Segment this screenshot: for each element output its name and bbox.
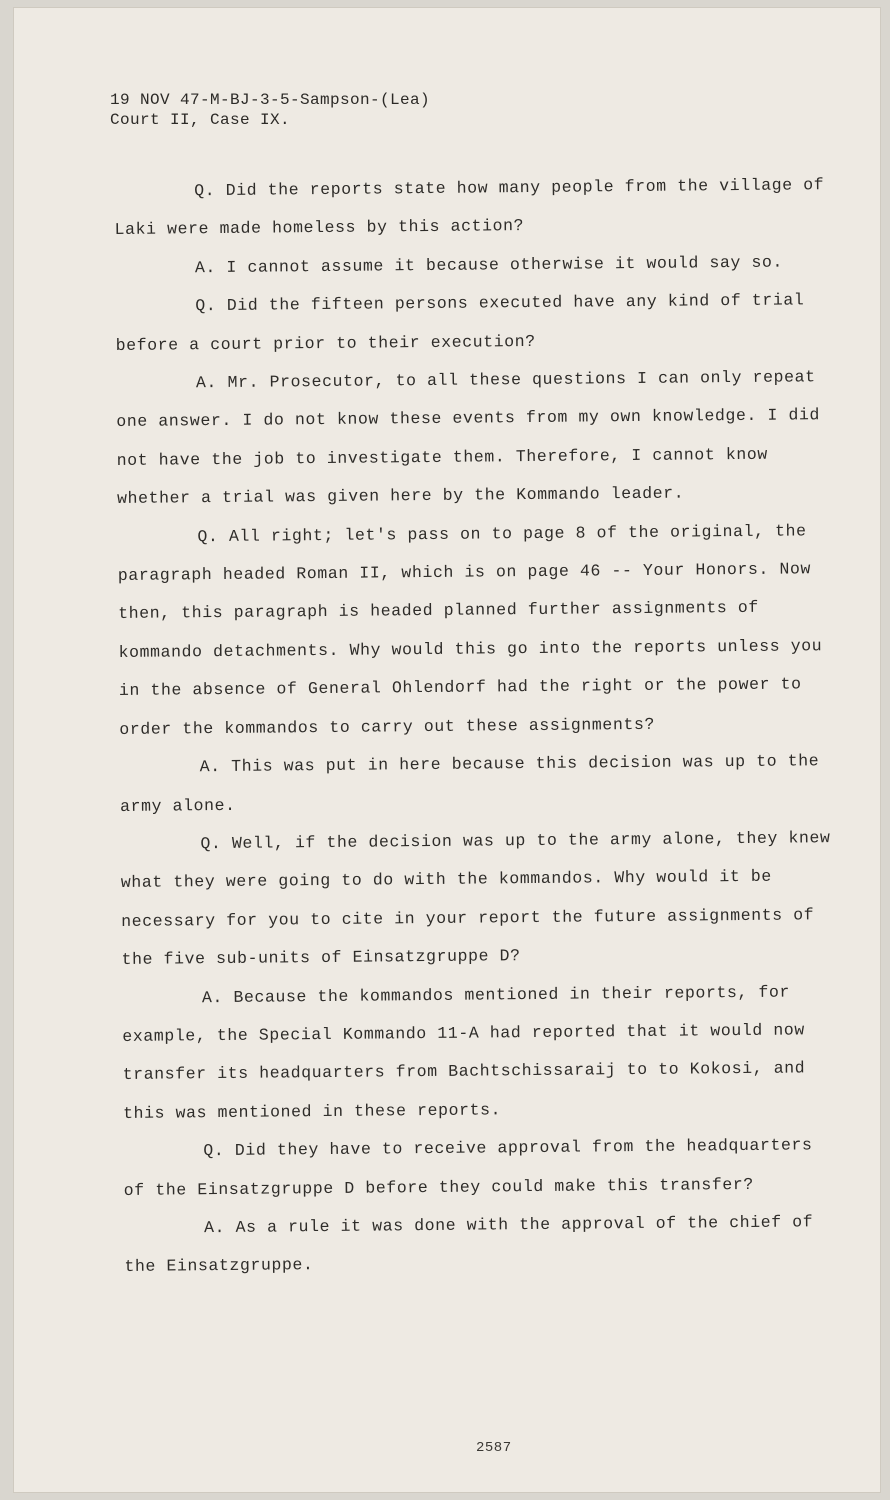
transcript-paragraph: A. Because the kommandos mentioned in their reports, for example, the Special Kommando 11-A had reported that it would now transfer its headquarters from Bachtschissaraij to to Kokosi, and this was mentioned in these reports. bbox=[122, 982, 806, 1123]
transcript-body bbox=[114, 166, 845, 1287]
transcript-paragraph: A. I cannot assume it because otherwise it would say so. bbox=[194, 252, 784, 278]
document-header bbox=[110, 90, 430, 130]
page-number: 2587 bbox=[476, 1440, 512, 1456]
transcript-paragraph: Q. Well, if the decision was up to the army alone, they knew what they were going to do with the kommandos. Why would it be necessary for you to cite in your report the future assignments of the five sub-units of Einsatzgruppe D? bbox=[120, 828, 831, 970]
header-court-line: Court II, Case IX. bbox=[110, 111, 291, 129]
header-reference-line: 19 NOV 47-M-BJ-3-5-Sampson-(Lea) bbox=[110, 91, 431, 109]
transcript-paragraph: A. Mr. Prosecutor, to all these questions I can only repeat one answer. I do not know these events from my own knowledge. I did not have the job to investigate them. Therefore, I cannot know whether a trial was given here by the Kommando leader. bbox=[116, 367, 821, 509]
document-page bbox=[14, 8, 880, 1492]
transcript-paragraph: A. This was put in here because this decision was up to the army alone. bbox=[119, 751, 820, 816]
transcript-paragraph: Q. Did the fifteen persons executed have any kind of trial before a court prior to their execution? bbox=[115, 290, 805, 355]
transcript-paragraph: A. As a rule it was done with the approval of the chief of the Einsatzgruppe. bbox=[124, 1212, 814, 1277]
transcript-paragraph: Q. Did the reports state how many people from the village of Laki were made homeless by this action? bbox=[114, 175, 825, 240]
transcript-paragraph: Q. Did they have to receive approval from the headquarters of the Einsatzgruppe D before they could make this transfer? bbox=[123, 1135, 813, 1200]
transcript-paragraph: Q. All right; let's pass on to page 8 of the original, the paragraph headed Roman II, which is on page 46 -- Your Honors. Now then, this paragraph is headed planned further assignments of kommando detachments. Why would this go into the reports unless you in the absence of General Ohlendorf had the right or the power to order the kommandos to carry out these assignments? bbox=[117, 521, 823, 739]
